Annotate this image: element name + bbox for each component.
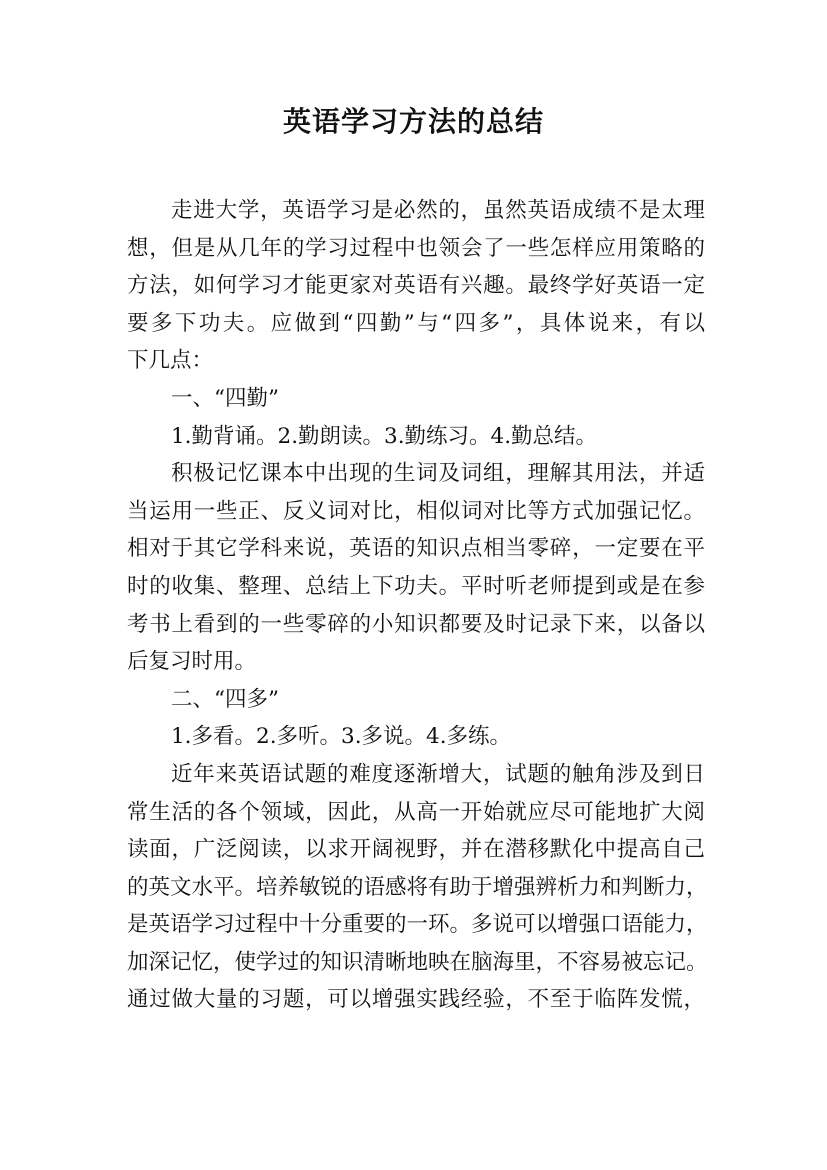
list-line: 1.勤背诵。2.勤朗读。3.勤练习。4.勤总结。: [171, 423, 598, 449]
paragraph-line: 近年来英语试题的难度逐渐增大，试题的触角涉及到日: [171, 761, 705, 787]
list-line: 1.多看。2.多听。3.多说。4.多练。: [171, 724, 512, 750]
paragraph-line: 方法，如何学习才能更家对英语有兴趣。最终学好英语一定: [127, 273, 705, 299]
paragraph-line: 要多下功夫。应做到“四勤”与“四多”，具体说来，有以: [127, 310, 705, 336]
document-body: [127, 192, 708, 1019]
page-title: 英语学习方法的总结: [282, 105, 544, 138]
paragraph-line: 读面，广泛阅读，以求开阔视野，并在潜移默化中提高自己: [127, 837, 705, 863]
paragraph-line: 积极记忆课本中出现的生词及词组，理解其用法，并适: [171, 461, 705, 487]
paragraph-line: 相对于其它学科来说，英语的知识点相当零碎，一定要在平: [127, 536, 705, 562]
paragraph-line: 常生活的各个领域，因此，从高一开始就应尽可能地扩大阅: [127, 799, 705, 825]
paragraph-line: 加深记忆，使学过的知识清晰地映在脑海里，不容易被忘记。: [127, 949, 708, 975]
paragraph-line: 当运用一些正、反义词对比，相似词对比等方式加强记忆。: [127, 498, 705, 524]
paragraph-line: 考书上看到的一些零碎的小知识都要及时记录下来，以备以: [127, 611, 705, 637]
paragraph-line: 是英语学习过程中十分重要的一环。多说可以增强口语能力，: [127, 912, 708, 938]
paragraph-line: 想，但是从几年的学习过程中也领会了一些怎样应用策略的: [127, 235, 705, 261]
paragraph-line: 通过做大量的习题，可以增强实践经验，不至于临阵发慌，: [127, 987, 705, 1013]
paragraph-line: 时的收集、整理、总结上下功夫。平时听老师提到或是在参: [127, 573, 705, 599]
paragraph-line: 走进大学，英语学习是必然的，虽然英语成绩不是太理: [171, 198, 705, 223]
section-heading: 一、“四勤”: [171, 385, 279, 411]
paragraph-line: 后复习时用。: [127, 649, 257, 675]
paragraph-line: 的英文水平。培养敏锐的语感将有助于增强辨析力和判断力，: [127, 874, 708, 900]
paragraph-line: 下几点：: [127, 348, 214, 374]
section-heading: 二、“四多”: [171, 686, 279, 712]
